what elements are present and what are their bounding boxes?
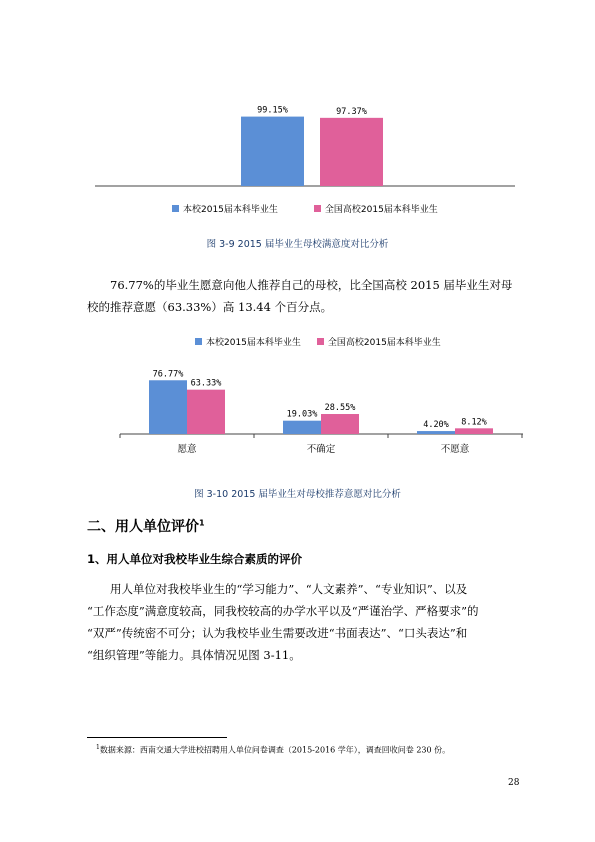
bar-national [320,118,383,186]
paragraph-1-line-2: 校的推荐意愿（63.33%）高 13.44 个百分点。 [87,300,333,314]
legend-swatch-national [314,205,321,212]
legend-label-national: 全国高校2015届本科毕业生 [327,338,441,348]
data-label: 28.55% [324,403,356,414]
chart-3-9 [95,100,515,195]
section-footnote-ref: 1 [199,518,205,528]
footnote-number: 1 [96,744,100,751]
category-label: 不确定 [306,444,336,455]
subsection-title: 1、用人单位对我校毕业生综合素质的评价 [87,552,302,566]
bar-school-1 [283,421,321,434]
paragraph-1-line-1: 76.77%的毕业生愿意向他人推荐自己的母校，比全国高校 2015 届毕业生对母 [110,278,513,292]
legend-swatch-school [195,338,202,345]
bar-national-1 [321,414,359,434]
legend-swatch-national [317,338,324,345]
legend-label-national: 全国高校2015届本科毕业生 [324,205,438,215]
chart-3-10 [115,355,525,465]
section-title-text: 二、用人单位评价 [87,519,199,535]
bar-school [241,117,304,186]
footnote-text: 数据来源：西南交通大学进校招聘用人单位问卷调查（2015-2016 学年），调查回收问卷 230 份。 [99,745,451,755]
chart-3-10-legend [195,335,441,348]
data-label: 99.15% [257,105,288,116]
category-label: 愿意 [177,444,197,455]
bar-national-2 [455,428,493,434]
paragraph-1 [87,274,527,318]
paragraph-2-line-3: “双严”传统密不可分；认为我校毕业生需要改进“书面表达”、“口头表达”和 [87,626,468,640]
paragraph-2-line-1: 用人单位对我校毕业生的“学习能力”、“人文素养”、“专业知识”、以及 [110,582,468,596]
figure-caption-3-9: 图 3-9 2015 届毕业生母校满意度对比分析 [206,239,389,250]
bar-school-2 [417,431,455,434]
legend-label-school: 本校2015届本科毕业生 [206,338,301,348]
page-number: 28 [508,778,520,788]
data-label: 76.77% [152,369,184,380]
data-label: 8.12% [461,417,487,428]
section-title [87,516,205,536]
figure-caption-3-10: 图 3-10 2015 届毕业生对母校推荐意愿对比分析 [194,489,401,500]
data-label: 97.37% [336,106,367,117]
legend-label-school: 本校2015届本科毕业生 [183,205,278,215]
paragraph-2 [87,578,532,666]
footnote-rule [87,737,227,738]
data-label: 4.20% [423,420,449,431]
footnote [96,744,450,756]
bar-school-0 [149,380,187,434]
legend-swatch-school [172,205,179,212]
chart-3-9-legend [172,202,438,215]
bar-national-0 [187,390,225,434]
category-label: 不愿意 [440,444,470,455]
paragraph-2-line-2: “工作态度”满意度较高，同我校较高的办学水平以及“严谨治学、严格要求”的 [87,604,479,618]
data-label: 63.33% [190,378,222,389]
paragraph-2-line-4: “组织管理”等能力。具体情况见图 3-11。 [87,648,301,662]
data-label: 19.03% [286,409,318,420]
